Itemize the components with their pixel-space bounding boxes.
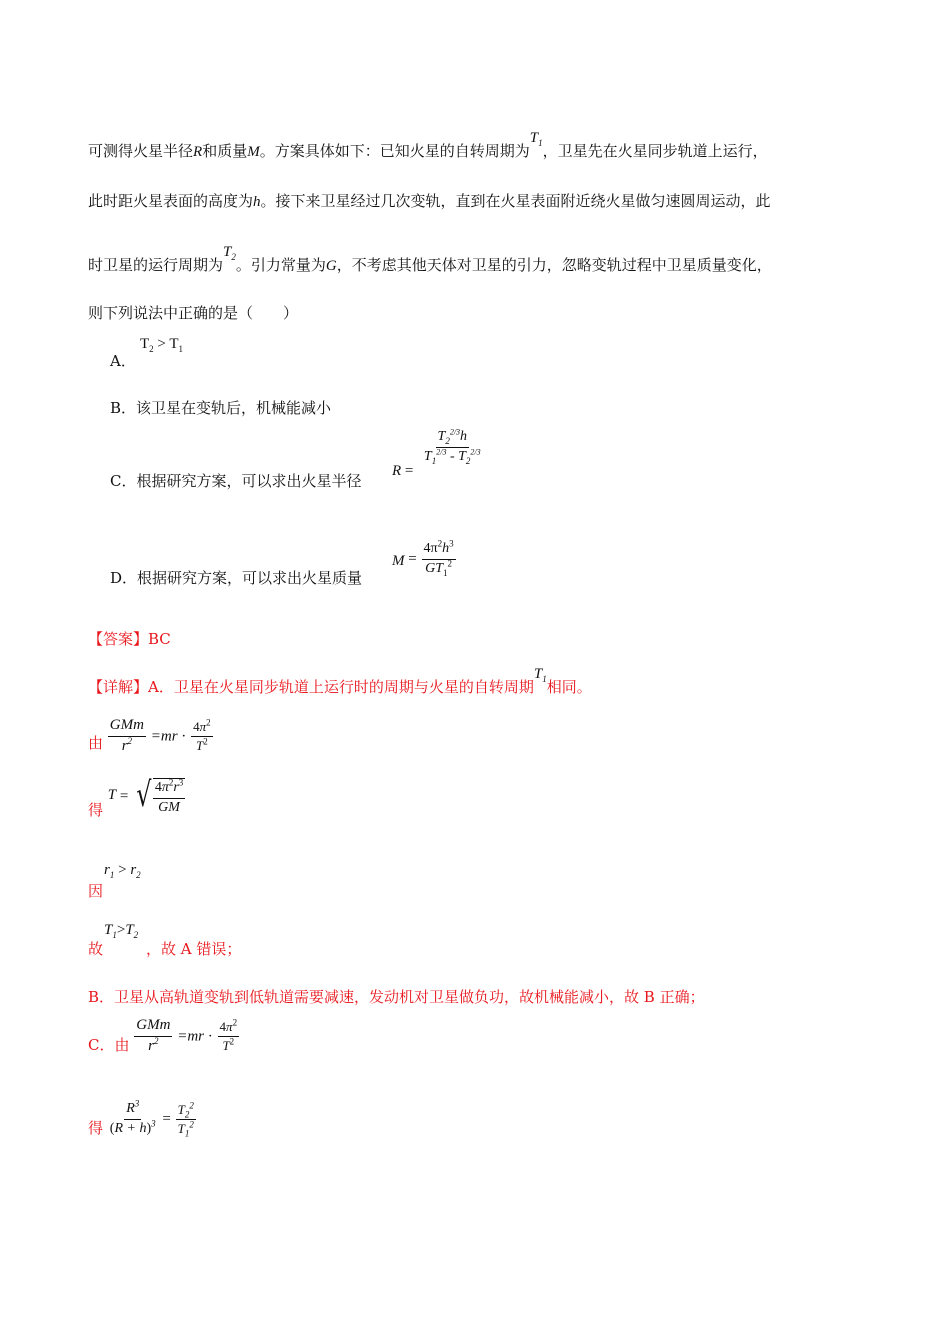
var-R: R [193,144,203,160]
detail-t-compare: $T_1>T_2$ [104,922,139,940]
question-line-1: 可测得火星半径R和质量M。方案具体如下：已知火星的自转周期为$T_1$，卫星先在火星同步轨道上运行， [88,130,768,160]
question-line-3: 时卫星的运行周期为$T_2$。引力常量为G，不考虑其他天体对卫星的引力，忽略变轨过程中卫星质量变化， [88,244,772,274]
detail-c-equation: C．由 $\frac{\text{GMm}}{r^2}$ =mr · $\frac{4\pi^2}{T^2}$ [88,1017,238,1055]
detail-r-compare: $r_1 > r_2$ [104,862,141,880]
option-d: D．根据研究方案，可以求出火星质量 [110,569,363,587]
question-line-4: 则下列说法中正确的是（ ） [88,304,299,322]
answer-label: 【答案】BC [88,630,171,648]
detail-a-line: 【详解】A．卫星在火星同步轨道上运行时的周期与火星的自转周期$T_1$相同。 [88,666,592,696]
option-d-formula: M = $\frac{4\pi^2h^3}{GT_1^2}$ [392,538,454,578]
var-T1: $T_1$ [529,130,543,148]
question-line-2: 此时距火星表面的高度为h。接下来卫星经过几次变轨，直到在火星表面附近绕火星做匀速圆周运动，此 [88,192,771,210]
detail-c-result: 得 $\frac{R^3}{(R + h)^3}$ = $\frac{T_2^2}{T_1^2}$ [88,1098,194,1139]
detail-a-conclusion: ，故 A 错误； [146,940,242,958]
detail-equation-1: 由 $\frac{\text{GMm}}{r^2}$ =mr · $\frac{4\pi^2}{T^2}$ [88,717,211,754]
option-b: B．该卫星在变轨后，机械能减小 [110,399,332,417]
option-a-formula: $T_2 > T_1$ [140,336,184,354]
var-M: M [247,144,260,160]
detail-gu: 故 [88,940,104,958]
option-c: C．根据研究方案，可以求出火星半径 [110,472,362,490]
detail-b-line: B．卫星从高轨道变轨到低轨道需要减速，发动机对卫星做负功，故机械能减小，故 B 正确； [88,988,705,1006]
detail-equation-2: 得 T = √ $\frac{4\pi^2r^3}{GM}$ [88,775,184,819]
detail-yin: 因 [88,882,104,900]
option-c-formula: R = $\frac{T_2^{2/3}h}{T_1^{2/3} - T_2^{2/3}}$ [392,427,481,480]
option-a-label: A． [110,352,136,370]
var-T2: $T_2$ [223,244,236,262]
